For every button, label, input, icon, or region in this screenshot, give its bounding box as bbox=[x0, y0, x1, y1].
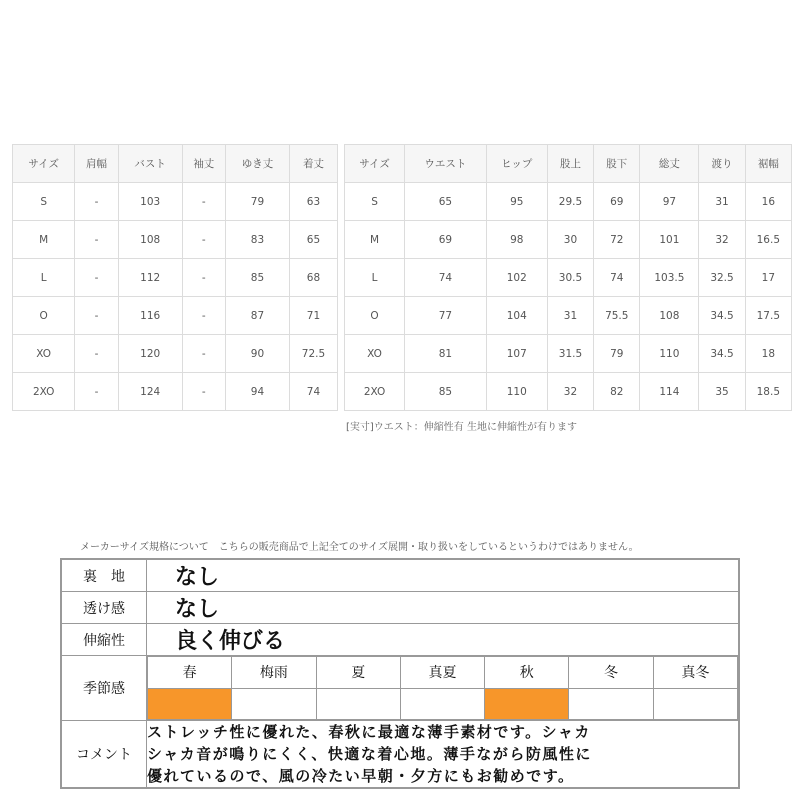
bottom-table-cell: 35 bbox=[699, 373, 745, 411]
season-name-6: 真冬 bbox=[653, 657, 737, 689]
bottom-table-cell: 114 bbox=[640, 373, 699, 411]
bottom-size-table bbox=[344, 144, 792, 411]
top-table-cell: S bbox=[13, 183, 75, 221]
top-table-cell: - bbox=[75, 259, 118, 297]
comment-label: コメント bbox=[61, 721, 147, 789]
bottom-table-cell: 30.5 bbox=[547, 259, 593, 297]
bottom-table-cell: 17.5 bbox=[745, 297, 791, 335]
sheer-label: 透け感 bbox=[61, 592, 147, 624]
bottom-table-row bbox=[345, 221, 792, 259]
bottom-table-row bbox=[345, 297, 792, 335]
top-table-cell: - bbox=[75, 183, 118, 221]
top-table-cell: - bbox=[182, 335, 225, 373]
season-row bbox=[61, 656, 739, 721]
bottom-table-cell: 18 bbox=[745, 335, 791, 373]
season-name-5: 冬 bbox=[569, 657, 653, 689]
bottom-table-cell: 16.5 bbox=[745, 221, 791, 259]
spec-table bbox=[60, 558, 740, 789]
measurement-note: [実寸]ウエスト：伸縮性有 生地に伸縮性が有ります bbox=[346, 422, 577, 433]
season-mark-6 bbox=[653, 688, 737, 720]
bottom-table-cell: 108 bbox=[640, 297, 699, 335]
bottom-table-cell: 101 bbox=[640, 221, 699, 259]
top-table-row bbox=[13, 259, 338, 297]
season-grid bbox=[147, 656, 738, 720]
top-table-row bbox=[13, 183, 338, 221]
bottom-table-cell: 107 bbox=[486, 335, 547, 373]
bottom-table-cell: 17 bbox=[745, 259, 791, 297]
lining-label: 裏 地 bbox=[61, 559, 147, 592]
top-table-cell: 83 bbox=[225, 221, 289, 259]
top-table-cell: - bbox=[75, 297, 118, 335]
bottom-table-cell: 2XO bbox=[345, 373, 405, 411]
season-mark-3 bbox=[400, 688, 484, 720]
comment-row bbox=[61, 721, 739, 789]
top-table-cell: M bbox=[13, 221, 75, 259]
season-name-2: 夏 bbox=[316, 657, 400, 689]
top-table-header-cell: 肩幅 bbox=[75, 145, 118, 183]
bottom-table-cell: 16 bbox=[745, 183, 791, 221]
top-table-cell: 87 bbox=[225, 297, 289, 335]
bottom-table-cell: 72 bbox=[594, 221, 640, 259]
top-table-cell: 120 bbox=[118, 335, 182, 373]
top-table-cell: - bbox=[182, 297, 225, 335]
season-mark-0 bbox=[148, 688, 232, 720]
lining-value: なし bbox=[147, 559, 740, 592]
top-table-header-cell: バスト bbox=[118, 145, 182, 183]
bottom-table-row bbox=[345, 335, 792, 373]
bottom-table-cell: 34.5 bbox=[699, 335, 745, 373]
top-table-cell: 116 bbox=[118, 297, 182, 335]
top-table-cell: - bbox=[182, 373, 225, 411]
bottom-table-cell: 85 bbox=[405, 373, 487, 411]
stretch-row bbox=[61, 624, 739, 656]
top-table-header-cell: 着丈 bbox=[289, 145, 337, 183]
maker-size-note: メーカーサイズ規格について こちらの販売商品で上記全てのサイズ展開・取り扱いをしているというわけではありません。 bbox=[80, 542, 639, 553]
bottom-table-header-cell: ヒップ bbox=[486, 145, 547, 183]
bottom-table-cell: 69 bbox=[594, 183, 640, 221]
bottom-table-cell: 32 bbox=[547, 373, 593, 411]
top-table-cell: O bbox=[13, 297, 75, 335]
top-table-cell: L bbox=[13, 259, 75, 297]
bottom-table-cell: 34.5 bbox=[699, 297, 745, 335]
top-table-cell: 103 bbox=[118, 183, 182, 221]
bottom-table-row bbox=[345, 259, 792, 297]
bottom-table-header-cell: サイズ bbox=[345, 145, 405, 183]
comment-line: シャカ音が鳴りにくく、快適な着心地。薄手ながら防風性に bbox=[147, 745, 592, 763]
top-table-cell: 2XO bbox=[13, 373, 75, 411]
top-table-cell: 94 bbox=[225, 373, 289, 411]
sheer-value: なし bbox=[147, 592, 740, 624]
bottom-table-cell: 82 bbox=[594, 373, 640, 411]
bottom-table-row bbox=[345, 373, 792, 411]
bottom-table-cell: 30 bbox=[547, 221, 593, 259]
top-table-cell: 112 bbox=[118, 259, 182, 297]
top-table-cell: - bbox=[75, 373, 118, 411]
season-mark-4 bbox=[485, 688, 569, 720]
bottom-table-cell: 32 bbox=[699, 221, 745, 259]
bottom-table-cell: 81 bbox=[405, 335, 487, 373]
top-table-header-cell: サイズ bbox=[13, 145, 75, 183]
top-table-cell: 74 bbox=[289, 373, 337, 411]
bottom-table-cell: 74 bbox=[594, 259, 640, 297]
bottom-table-cell: 29.5 bbox=[547, 183, 593, 221]
season-names bbox=[148, 657, 738, 689]
bottom-table-cell: O bbox=[345, 297, 405, 335]
top-table-cell: 90 bbox=[225, 335, 289, 373]
bottom-table-cell: 69 bbox=[405, 221, 487, 259]
bottom-table-cell: 65 bbox=[405, 183, 487, 221]
sheer-row bbox=[61, 592, 739, 624]
top-table-cell: 71 bbox=[289, 297, 337, 335]
bottom-table-cell: L bbox=[345, 259, 405, 297]
comment-line: 優れているので、風の冷たい早朝・夕方にもお勧めです。 bbox=[147, 767, 575, 785]
top-table-row bbox=[13, 335, 338, 373]
top-table-cell: 65 bbox=[289, 221, 337, 259]
bottom-table-cell: 110 bbox=[486, 373, 547, 411]
top-table-row bbox=[13, 221, 338, 259]
bottom-table-header-cell: 裾幅 bbox=[745, 145, 791, 183]
top-table-row bbox=[13, 297, 338, 335]
top-table-cell: 68 bbox=[289, 259, 337, 297]
bottom-table-header-cell: 股上 bbox=[547, 145, 593, 183]
comment-line: ストレッチ性に優れた、春秋に最適な薄手素材です。シャカ bbox=[147, 723, 591, 741]
bottom-table-cell: 110 bbox=[640, 335, 699, 373]
top-table-cell: 79 bbox=[225, 183, 289, 221]
season-mark-5 bbox=[569, 688, 653, 720]
bottom-table-cell: S bbox=[345, 183, 405, 221]
bottom-table-header-cell: 股下 bbox=[594, 145, 640, 183]
bottom-table-cell: 75.5 bbox=[594, 297, 640, 335]
top-table-header-cell: 袖丈 bbox=[182, 145, 225, 183]
top-table-header-row bbox=[13, 145, 338, 183]
bottom-table-cell: M bbox=[345, 221, 405, 259]
bottom-table-row bbox=[345, 183, 792, 221]
season-cell bbox=[147, 656, 740, 721]
stretch-label: 伸縮性 bbox=[61, 624, 147, 656]
bottom-table-header-cell: ウエスト bbox=[405, 145, 487, 183]
bottom-table-cell: 18.5 bbox=[745, 373, 791, 411]
bottom-table-cell: 31.5 bbox=[547, 335, 593, 373]
top-table-cell: 124 bbox=[118, 373, 182, 411]
bottom-table-cell: 103.5 bbox=[640, 259, 699, 297]
season-name-3: 真夏 bbox=[400, 657, 484, 689]
top-table-cell: 72.5 bbox=[289, 335, 337, 373]
bottom-table-cell: 79 bbox=[594, 335, 640, 373]
season-marks bbox=[148, 688, 738, 720]
top-table-cell: - bbox=[75, 221, 118, 259]
comment-text bbox=[147, 721, 740, 789]
lining-row bbox=[61, 559, 739, 592]
top-table-cell: XO bbox=[13, 335, 75, 373]
bottom-table-header-cell: 渡り bbox=[699, 145, 745, 183]
bottom-table-cell: 31 bbox=[699, 183, 745, 221]
bottom-table-cell: 97 bbox=[640, 183, 699, 221]
top-table-row bbox=[13, 373, 338, 411]
bottom-table-cell: 95 bbox=[486, 183, 547, 221]
season-mark-1 bbox=[232, 688, 316, 720]
season-name-1: 梅雨 bbox=[232, 657, 316, 689]
top-table-header-cell: ゆき丈 bbox=[225, 145, 289, 183]
bottom-table-cell: 104 bbox=[486, 297, 547, 335]
bottom-table-cell: 102 bbox=[486, 259, 547, 297]
season-name-0: 春 bbox=[148, 657, 232, 689]
season-label: 季節感 bbox=[61, 656, 147, 721]
top-table-cell: 108 bbox=[118, 221, 182, 259]
bottom-table-header-row bbox=[345, 145, 792, 183]
bottom-table-cell: 31 bbox=[547, 297, 593, 335]
bottom-table-cell: XO bbox=[345, 335, 405, 373]
bottom-table-cell: 74 bbox=[405, 259, 487, 297]
top-table-cell: - bbox=[182, 259, 225, 297]
bottom-table-cell: 32.5 bbox=[699, 259, 745, 297]
bottom-table-cell: 98 bbox=[486, 221, 547, 259]
bottom-table-header-cell: 総丈 bbox=[640, 145, 699, 183]
top-table-cell: 63 bbox=[289, 183, 337, 221]
top-table-cell: - bbox=[182, 221, 225, 259]
top-table-cell: - bbox=[182, 183, 225, 221]
top-size-table bbox=[12, 144, 338, 411]
season-mark-2 bbox=[316, 688, 400, 720]
top-table-cell: - bbox=[75, 335, 118, 373]
bottom-table-cell: 77 bbox=[405, 297, 487, 335]
stretch-value: 良く伸びる bbox=[147, 624, 740, 656]
top-table-cell: 85 bbox=[225, 259, 289, 297]
season-name-4: 秋 bbox=[485, 657, 569, 689]
